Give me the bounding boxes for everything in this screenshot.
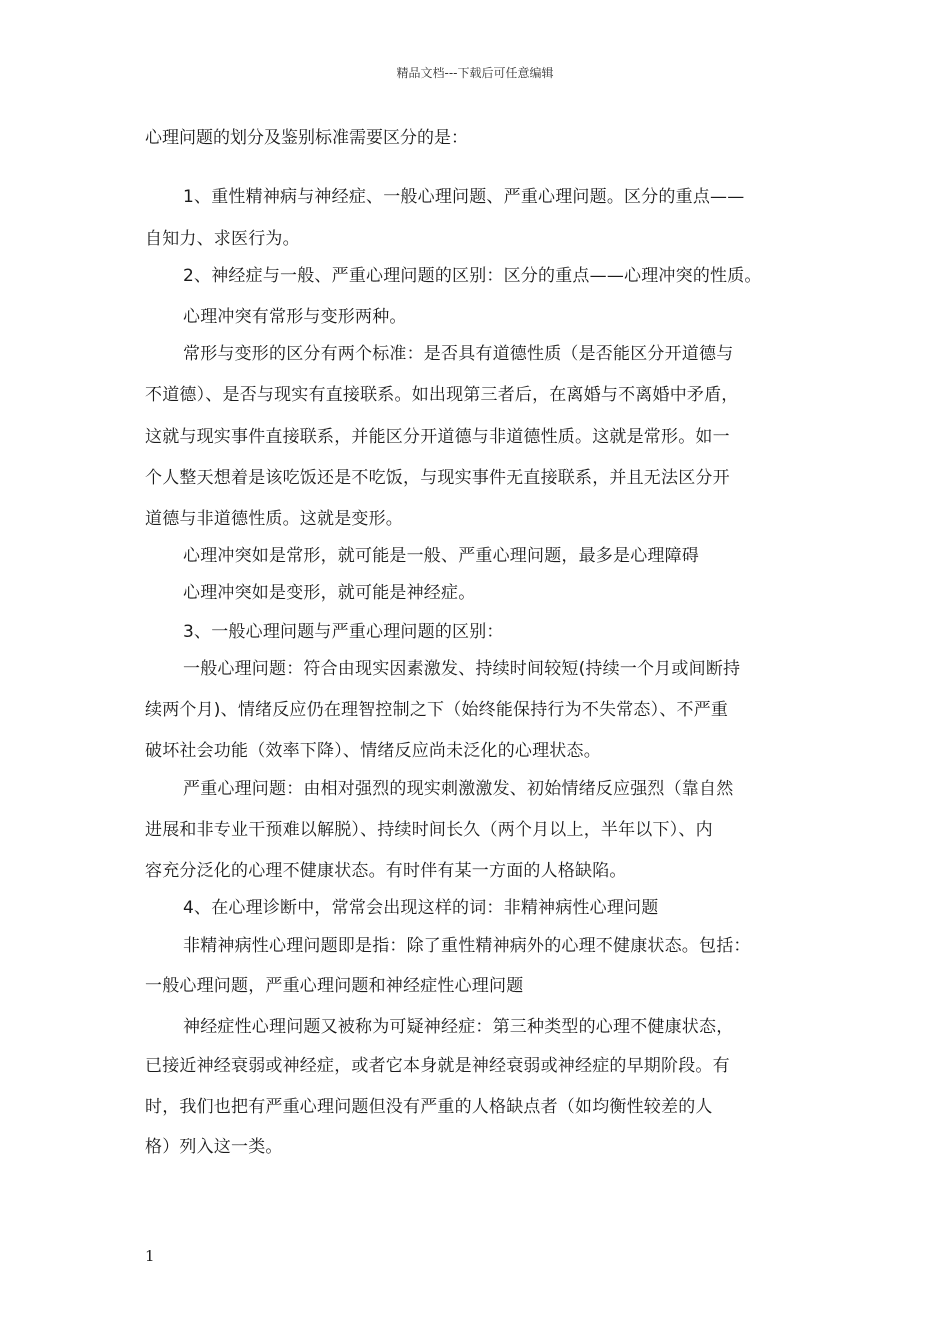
document-title: 心理问题的划分及鉴别标准需要区分的是： [145, 128, 468, 148]
page-header: 精品文档---下载后可任意编辑 [396, 66, 554, 80]
paragraph-line: 破坏社会功能（效率下降）、情绪反应尚未泛化的心理状态。 [145, 741, 601, 761]
page-number: 1 [145, 1247, 155, 1265]
paragraph-line: 不道德）、是否与现实有直接联系。如出现第三者后，在离婚与不离婚中矛盾， [145, 385, 739, 405]
paragraph-line: 一般心理问题：符合由现实因素激发、持续时间较短(持续一个月或间断持 [183, 659, 741, 679]
paragraph-line: 自知力、求医行为。 [145, 229, 300, 249]
paragraph-line: 格）列入这一类。 [145, 1137, 283, 1157]
paragraph-line: 容充分泛化的心理不健康状态。有时伴有某一方面的人格缺陷。 [145, 861, 627, 881]
paragraph-line: 1、重性精神病与神经症、一般心理问题、严重心理问题。区分的重点—— [183, 187, 745, 207]
paragraph-line: 非精神病性心理问题即是指：除了重性精神病外的心理不健康状态。包括： [183, 936, 751, 956]
paragraph-line: 2、神经症与一般、严重心理问题的区别：区分的重点——心理冲突的性质。 [183, 266, 762, 286]
paragraph-line: 4、在心理诊断中，常常会出现这样的词：非精神病性心理问题 [183, 898, 659, 918]
paragraph-line: 一般心理问题，严重心理问题和神经症性心理问题 [145, 976, 524, 996]
paragraph-line: 进展和非专业干预难以解脱）、持续时间长久（两个月以上，半年以下）、内 [145, 820, 713, 840]
paragraph-line: 3、一般心理问题与严重心理问题的区别： [183, 622, 504, 642]
paragraph-line: 心理冲突有常形与变形两种。 [183, 307, 407, 327]
paragraph-line: 心理冲突如是变形，就可能是神经症。 [183, 583, 476, 603]
paragraph-line: 续两个月)、情绪反应仍在理智控制之下（始终能保持行为不失常态）、不严重 [145, 700, 729, 720]
paragraph-line: 神经症性心理问题又被称为可疑神经症：第三种类型的心理不健康状态， [183, 1017, 734, 1037]
paragraph-line: 严重心理问题：由相对强烈的现实刺激激发、初始情绪反应强烈（靠自然 [183, 779, 734, 799]
paragraph-line: 心理冲突如是常形，就可能是一般、严重心理问题，最多是心理障碍 [183, 546, 699, 566]
paragraph-line: 时，我们也把有严重心理问题但没有严重的人格缺点者（如均衡性较差的人 [145, 1097, 713, 1117]
paragraph-line: 这就与现实事件直接联系，并能区分开道德与非道德性质。这就是常形。如一 [145, 427, 730, 447]
paragraph-line: 道德与非道德性质。这就是变形。 [145, 509, 403, 529]
paragraph-line: 已接近神经衰弱或神经症，或者它本身就是神经衰弱或神经症的早期阶段。有 [145, 1056, 730, 1076]
paragraph-line: 个人整天想着是该吃饭还是不吃饭，与现实事件无直接联系，并且无法区分开 [145, 468, 730, 488]
paragraph-line: 常形与变形的区分有两个标准：是否具有道德性质（是否能区分开道德与 [183, 344, 734, 364]
